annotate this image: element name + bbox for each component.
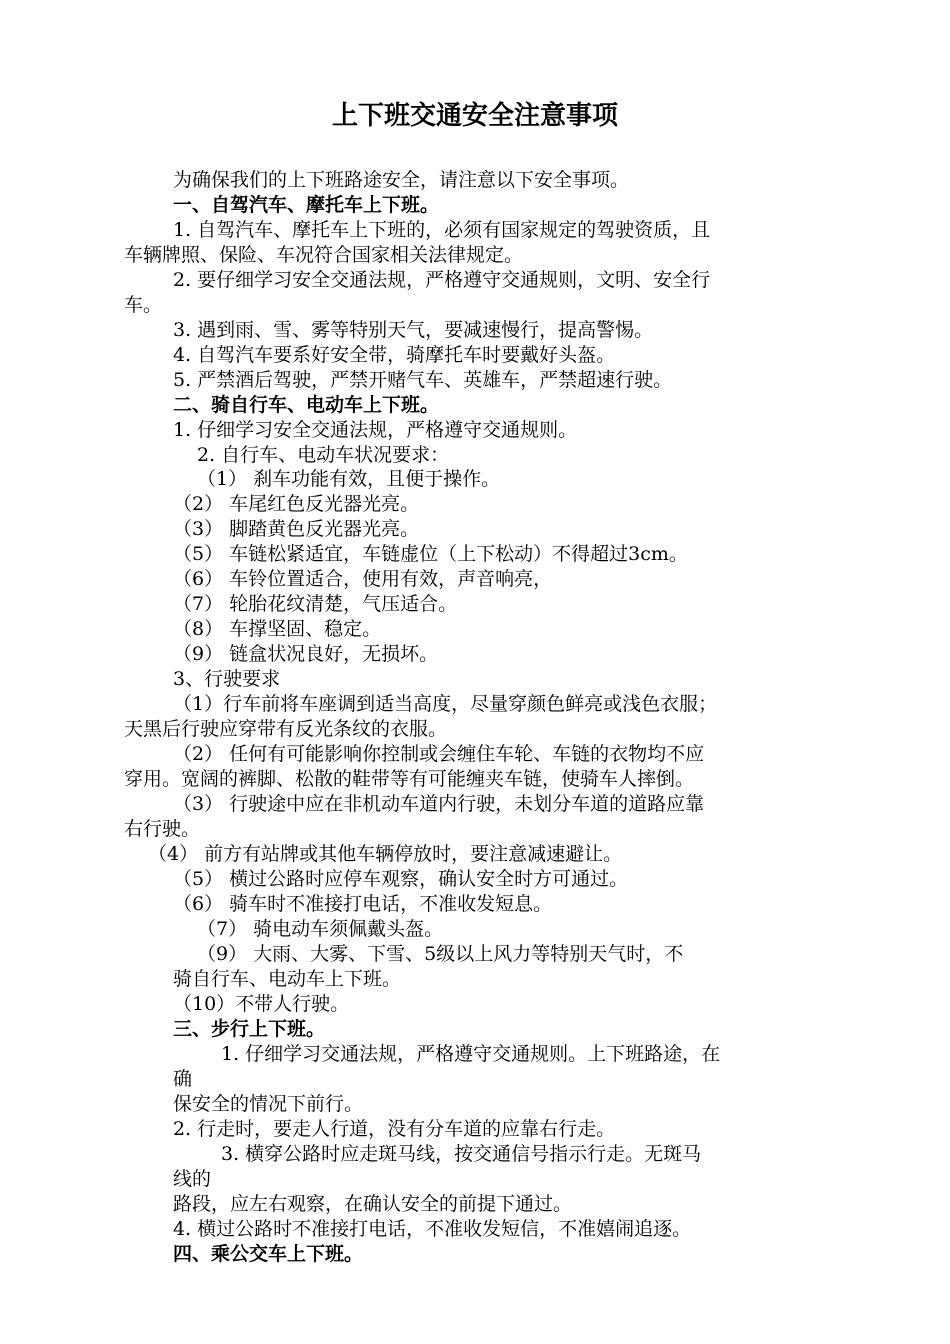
- paragraph-line: 骑自行车、电动车上下班。: [173, 968, 402, 990]
- section-heading: 二、骑自行车、电动车上下班。: [173, 394, 440, 416]
- paragraph-line: 右行驶。: [124, 818, 201, 840]
- paragraph-line: 3. 遇到雨、雪、雾等特别天气，要减速慢行，提高警惕。: [173, 319, 654, 341]
- section-heading: 四、乘公交车上下班。: [173, 1243, 364, 1265]
- paragraph-line: （9） 大雨、大雾、下雪、5级以上风力等特别天气时，不: [197, 943, 684, 965]
- paragraph-line: 确: [173, 1068, 193, 1090]
- paragraph-line: （3） 脚踏黄色反光器光亮。: [173, 518, 420, 540]
- paragraph-line: （6） 车铃位置适合，使用有效，声音响亮，: [173, 568, 553, 590]
- paragraph-line: 4. 自驾汽车要系好安全带，骑摩托车时要戴好头盔。: [173, 344, 616, 366]
- paragraph-line: 2. 自行车、电动车状况要求：: [197, 444, 450, 466]
- paragraph-line: 车。: [124, 294, 163, 316]
- paragraph-line: （6） 骑车时不准接打电话，不准收发短息。: [173, 893, 553, 915]
- paragraph-line: （3） 行驶途中应在非机动车道内行驶，未划分车道的道路应靠: [173, 793, 705, 815]
- paragraph-line: （9） 链盒状况良好，无损坏。: [173, 643, 439, 665]
- paragraph-line: 车辆牌照、保险、车况符合国家相关法律规定。: [124, 244, 524, 266]
- paragraph-line: （1）行车前将车座调到适当高度，尽量穿颜色鲜亮或浅色衣服；: [173, 693, 718, 715]
- document-title: 上下班交通安全注意事项: [331, 101, 618, 131]
- paragraph-line: 为确保我们的上下班路途安全，请注意以下安全事项。: [173, 169, 630, 191]
- paragraph-line: 2. 要仔细学习安全交通法规，严格遵守交通规则，文明、安全行: [173, 269, 711, 291]
- paragraph-line: （5） 车链松紧适宜，车链虚位（上下松动）不得超过3cm。: [173, 543, 688, 565]
- paragraph-line: 路段，应左右观察，在确认安全的前提下通过。: [173, 1193, 573, 1215]
- paragraph-line: （1） 刹车功能有效，且便于操作。: [197, 468, 501, 490]
- paragraph-line: （2） 任何有可能影响你控制或会缠住车轮、车链的衣物均不应: [173, 743, 705, 765]
- paragraph-line: 穿用。宽阔的裤脚、松散的鞋带等有可能缠夹车链，使骑车人摔倒。: [124, 768, 695, 790]
- paragraph-line: （5） 横过公路时应停车观察，确认安全时方可通过。: [173, 868, 629, 890]
- paragraph-line: 2. 行走时，要走人行道，没有分车道的应靠右行走。: [173, 1118, 616, 1140]
- paragraph-line: 3、行驶要求: [173, 668, 281, 690]
- paragraph-line: 天黑后行驶应穿带有反光条纹的衣服。: [124, 718, 448, 740]
- paragraph-line: 1. 仔细学习交通法规，严格遵守交通规则。上下班路途，在: [221, 1043, 721, 1065]
- paragraph-line: 1. 自驾汽车、摩托车上下班的，必须有国家规定的驾驶资质，且: [173, 219, 711, 241]
- paragraph-line: （2） 车尾红色反光器光亮。: [173, 493, 420, 515]
- paragraph-line: 4. 横过公路时不准接打电话，不准收发短信，不准嬉闹追逐。: [173, 1218, 692, 1240]
- paragraph-line: 保安全的情况下前行。: [173, 1093, 364, 1115]
- paragraph-line: （7） 骑电动车须佩戴头盔。: [197, 918, 444, 940]
- paragraph-line: （7） 轮胎花纹清楚，气压适合。: [173, 593, 458, 615]
- paragraph-line: （10）不带人行驶。: [173, 993, 350, 1015]
- paragraph-line: 线的: [173, 1168, 212, 1190]
- paragraph-line: （8） 车撑坚固、稳定。: [173, 618, 382, 640]
- section-heading: 三、步行上下班。: [173, 1018, 326, 1040]
- paragraph-line: （4） 前方有站牌或其他车辆停放时，要注意减速避让。: [148, 843, 623, 865]
- paragraph-line: 1. 仔细学习安全交通法规，严格遵守交通规则。: [173, 419, 578, 441]
- paragraph-line: 3. 横穿公路时应走斑马线，按交通信号指示行走。无斑马: [221, 1143, 702, 1165]
- section-heading: 一、自驾汽车、摩托车上下班。: [173, 194, 440, 216]
- paragraph-line: 5. 严禁酒后驾驶，严禁开赌气车、英雄车，严禁超速行驶。: [173, 369, 673, 391]
